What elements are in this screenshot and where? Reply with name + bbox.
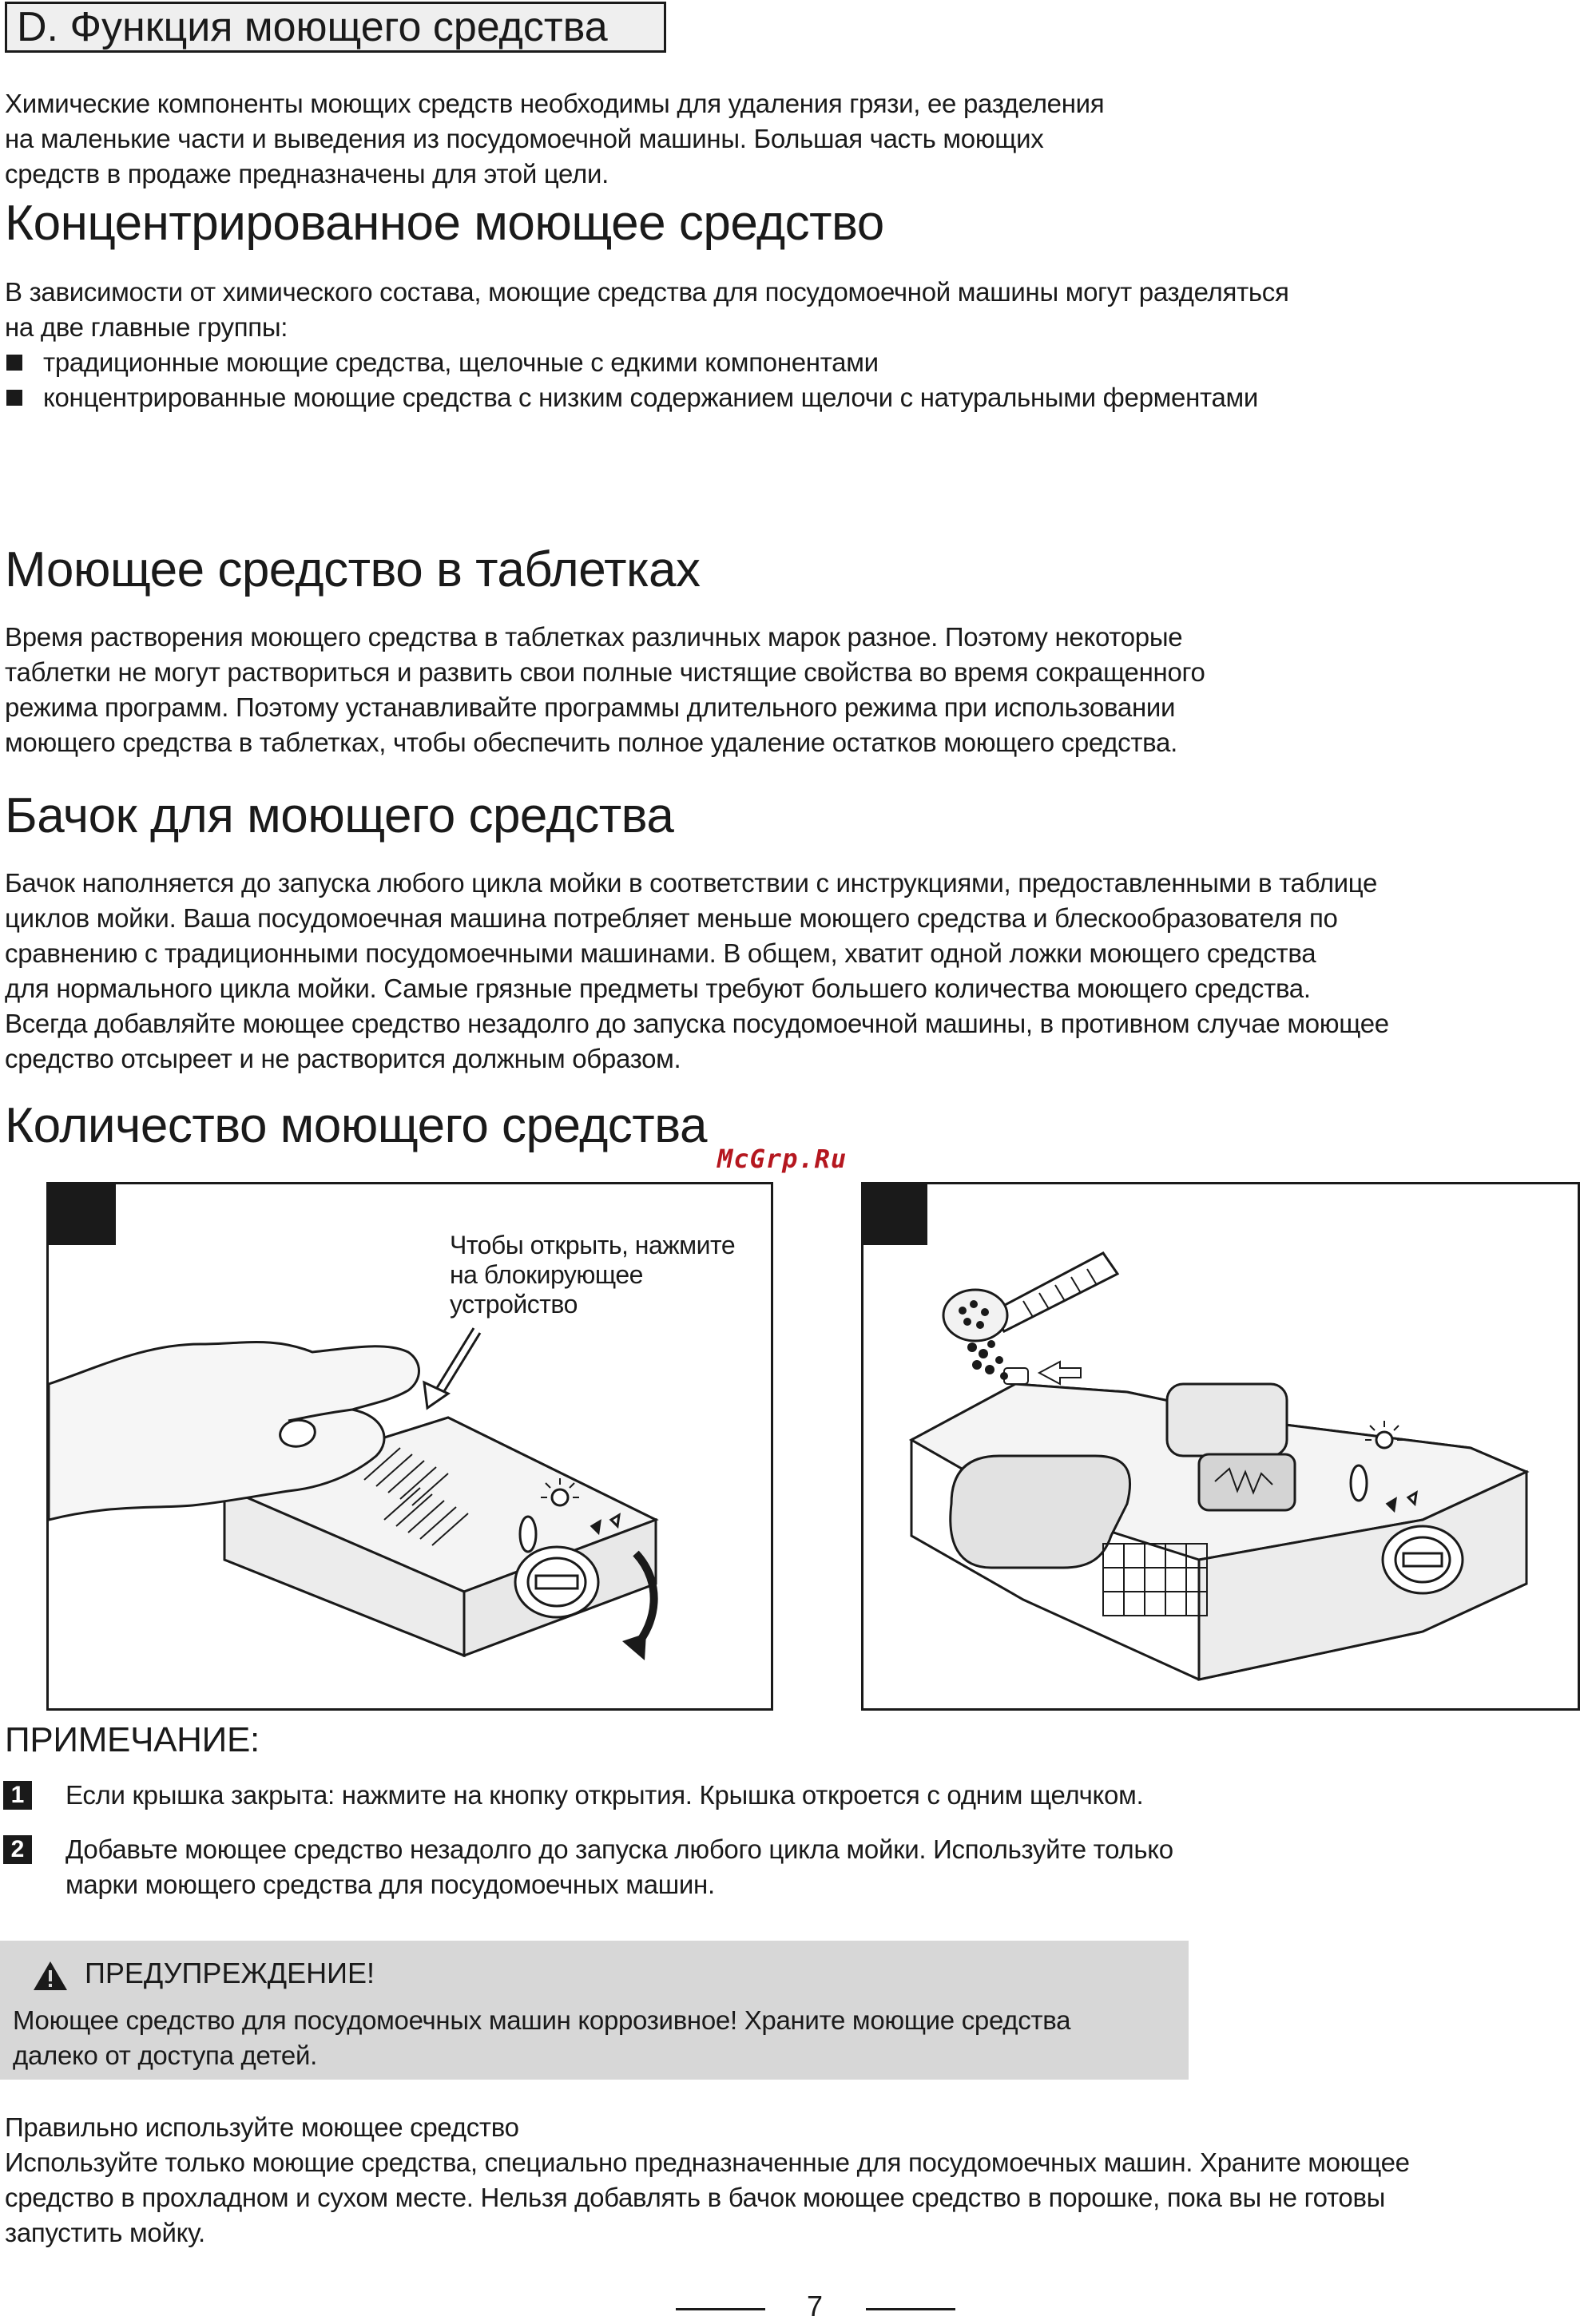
proper-use-section bbox=[5, 2110, 1582, 2251]
bullet-square bbox=[6, 355, 22, 371]
heading-concentrated: Концентрированное моющее средство bbox=[5, 196, 884, 251]
warning-line: далеко от доступа детей. bbox=[13, 2040, 317, 2070]
footer-rule-right bbox=[866, 2308, 955, 2310]
dispenser-line: средство отсыреет и не растворится должным образом. bbox=[5, 1044, 681, 1073]
dispenser-line: Бачок наполняется до запуска любого цикла мойки в соответствии с инструкциями, предоставленными в таблице bbox=[5, 868, 1378, 898]
note-line: марки моющего средства для посудомоечных машин. bbox=[66, 1870, 715, 1899]
dispenser-fill-illustration bbox=[863, 1184, 1578, 1708]
push-arrow-icon bbox=[1004, 1362, 1081, 1384]
note-line: Если крышка закрыта: нажмите на кнопку открытия. Крышка откроется с одним щелчком. bbox=[66, 1780, 1144, 1810]
warning-text bbox=[13, 2003, 1179, 2073]
note-item-1 bbox=[66, 1778, 1567, 1813]
bullet-text: концентрированные моющие средства с низким содержанием щелочи с натуральными ферментами bbox=[43, 383, 1259, 412]
tablets-line: Время растворения моющего средства в таблетках различных марок разное. Поэтому некоторые bbox=[5, 622, 1183, 652]
note-number: 2 bbox=[3, 1835, 32, 1864]
concentrated-line: на две главные группы: bbox=[5, 312, 288, 342]
heading-dispenser: Бачок для моющего средства bbox=[5, 788, 674, 843]
note-heading: ПРИМЕЧАНИЕ: bbox=[5, 1720, 260, 1759]
heading-quantity: Количество моющего средства bbox=[5, 1098, 707, 1153]
callout-arrow bbox=[424, 1328, 480, 1408]
callout-line: на блокирующее bbox=[450, 1260, 643, 1289]
note-item-2 bbox=[66, 1832, 1567, 1902]
bullet-item bbox=[5, 380, 1570, 415]
concentrated-line: В зависимости от химического состава, моющие средства для посудомоечной машины могут разделяться bbox=[5, 277, 1289, 307]
intro-paragraph bbox=[5, 86, 1522, 192]
dispenser-open-body bbox=[911, 1384, 1526, 1680]
warning-line: Моющее средство для посудомоечных машин коррозивное! Храните моющие средства bbox=[13, 2005, 1071, 2035]
proper-use-title: Правильно используйте моющее средство bbox=[5, 2112, 519, 2142]
figure-panel-1 bbox=[46, 1182, 773, 1711]
dispenser-line: сравнению с традиционными посудомоечными машинами. В общем, хватит одной ложки моющего средства bbox=[5, 938, 1316, 968]
proper-use-line: запустить мойку. bbox=[5, 2218, 205, 2247]
warning-triangle-icon bbox=[32, 1960, 69, 1992]
warning-box bbox=[0, 1941, 1189, 2080]
tablets-paragraph bbox=[5, 620, 1570, 760]
dispenser-line: Всегда добавляйте моющее средство незадолго до запуска посудомоечной машины, в противном случае моющее bbox=[5, 1009, 1389, 1038]
warning-title: ПРЕДУПРЕЖДЕНИЕ! bbox=[85, 1957, 375, 1989]
dispenser-paragraph bbox=[5, 866, 1578, 1077]
note-number: 1 bbox=[3, 1781, 32, 1810]
tablets-line: моющего средства в таблетках, чтобы обеспечить полное удаление остатков моющего средства. bbox=[5, 728, 1177, 757]
intro-line: Химические компоненты моющих средств необходимы для удаления грязи, ее разделения bbox=[5, 89, 1105, 118]
callout-line: устройство bbox=[450, 1290, 578, 1319]
section-title: D. Функция моющего средства bbox=[5, 2, 666, 53]
intro-line: средств в продаже предназначены для этой цели. bbox=[5, 159, 609, 188]
concentrated-paragraph bbox=[5, 275, 1570, 415]
dispenser-press-illustration bbox=[49, 1184, 771, 1708]
heading-tablets: Моющее средство в таблетках bbox=[5, 542, 701, 597]
tablets-line: режима программ. Поэтому устанавливайте программы длительного режима при использовании bbox=[5, 692, 1176, 722]
tablets-line: таблетки не могут раствориться и развить свои полные чистящие свойства во время сокращенного bbox=[5, 657, 1205, 687]
page-number: 7 bbox=[806, 2290, 824, 2322]
watermark: McGrp.Ru bbox=[717, 1144, 848, 1174]
note-line: Добавьте моющее средство незадолго до запуска любого цикла мойки. Используйте только bbox=[66, 1834, 1173, 1864]
bullet-item bbox=[5, 345, 1570, 380]
proper-use-line: средство в прохладном и сухом месте. Нельзя добавлять в бачок моющее средство в порошке, пока вы не готовы bbox=[5, 2183, 1386, 2212]
proper-use-line: Используйте только моющие средства, специально предназначенные для посудомоечных машин. Храните моющее bbox=[5, 2148, 1410, 2177]
footer-rule-left bbox=[676, 2308, 765, 2310]
callout-line: Чтобы открыть, нажмите bbox=[450, 1231, 736, 1259]
measuring-spoon-illustration bbox=[943, 1253, 1118, 1341]
intro-line: на маленькие части и выведения из посудомоечной машины. Большая часть моющих bbox=[5, 124, 1044, 153]
bullet-square bbox=[6, 390, 22, 406]
dispenser-line: для нормального цикла мойки. Самые грязные предметы требуют большего количества моющего средства. bbox=[5, 974, 1311, 1003]
dispenser-line: циклов мойки. Ваша посудомоечная машина потребляет меньше моющего средства и блескообразователя по bbox=[5, 903, 1338, 933]
bullet-text: традиционные моющие средства, щелочные с едкими компонентами bbox=[43, 347, 879, 377]
figure-panel-2 bbox=[861, 1182, 1580, 1711]
